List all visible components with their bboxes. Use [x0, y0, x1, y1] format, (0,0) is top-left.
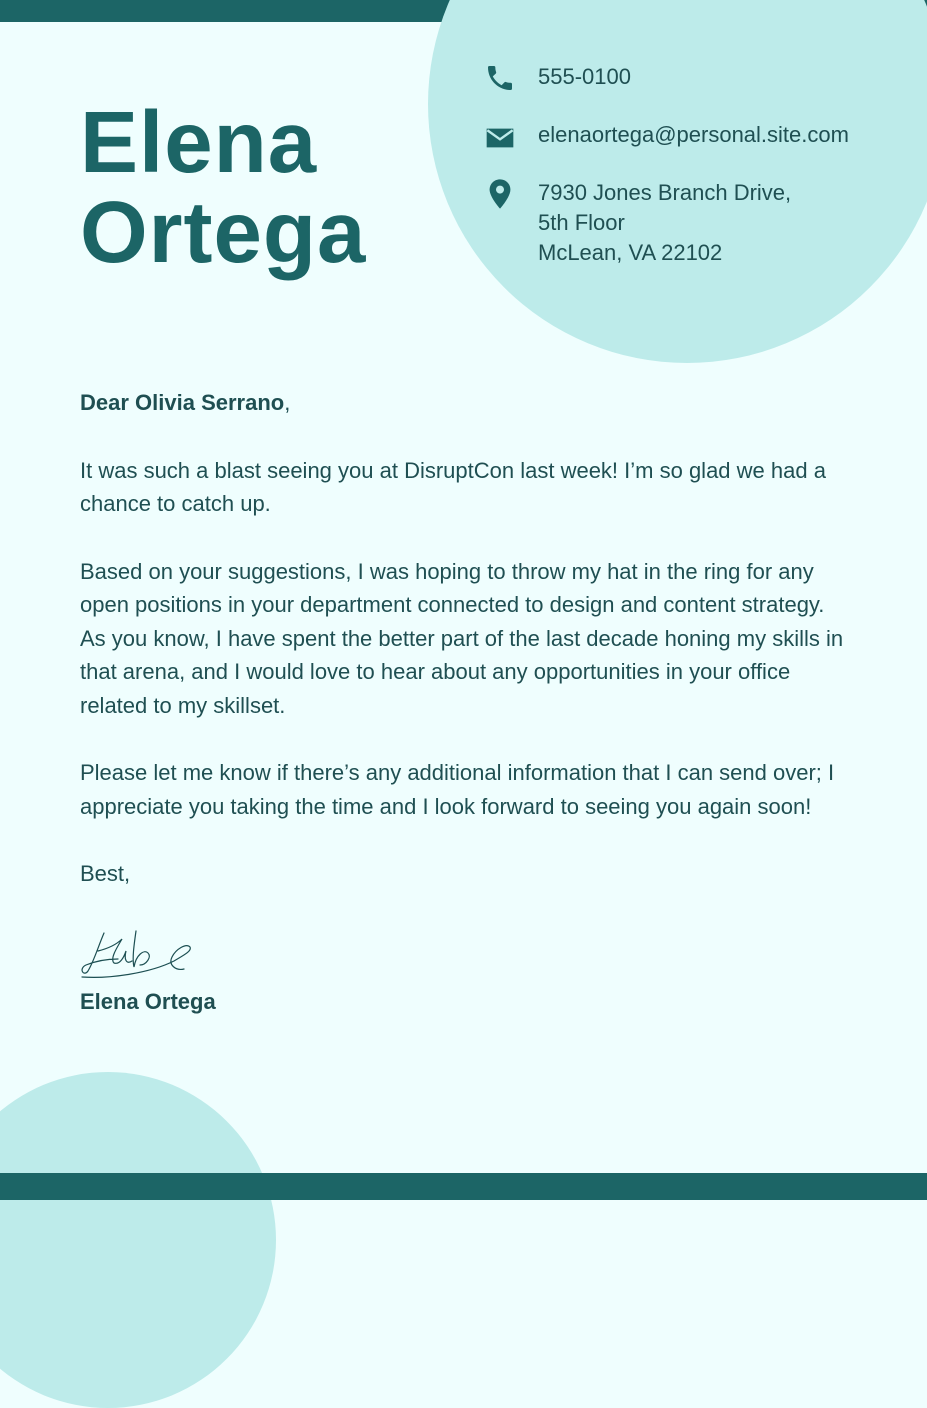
- mailing-address: [538, 178, 791, 268]
- phone-icon: [484, 62, 516, 94]
- email-address: elenaortega@personal.site.com: [538, 122, 849, 147]
- address-line-1: 7930 Jones Branch Drive,: [538, 180, 792, 205]
- paragraph-3: Please let me know if there’s any additional information that I can send over; I appreciate you taking the time and I look forward to seeing you again soon!: [80, 760, 835, 819]
- paragraph-1: It was such a blast seeing you at DisruptCon last week! I’m so glad we had a chance to catch up.: [80, 457, 826, 516]
- map-pin-icon: [484, 178, 516, 210]
- salutation-word: Dear: [80, 390, 129, 415]
- sender-last-name: Ortega: [80, 184, 367, 281]
- paragraph-2: Based on your suggestions, I was hoping to throw my hat in the ring for any open positions in your department connected to design and content strategy. As you know, I have spent the better part of the last decade honing my skills in that arena, and I would love to hear about any opportunities in your office related to my skillset.: [80, 558, 844, 718]
- address-line-2: 5th Floor: [538, 210, 625, 235]
- signer-name: Elena Ortega: [80, 988, 216, 1014]
- address-line-3: McLean, VA 22102: [538, 240, 723, 265]
- bottom-accent-bar: [0, 1173, 927, 1200]
- closing: Best,: [80, 861, 131, 886]
- handwritten-signature: [80, 925, 200, 981]
- salutation: [80, 386, 850, 420]
- sender-first-name: Elena: [80, 94, 318, 191]
- envelope-icon: [484, 122, 516, 154]
- decorative-circle-bottom: [0, 1072, 276, 1408]
- salutation-punctuation: ,: [284, 390, 291, 415]
- recipient-name: Olivia Serrano: [135, 390, 285, 415]
- letter-body: [80, 386, 850, 1018]
- phone-number: 555-0100: [538, 64, 631, 89]
- sender-name: [80, 94, 367, 281]
